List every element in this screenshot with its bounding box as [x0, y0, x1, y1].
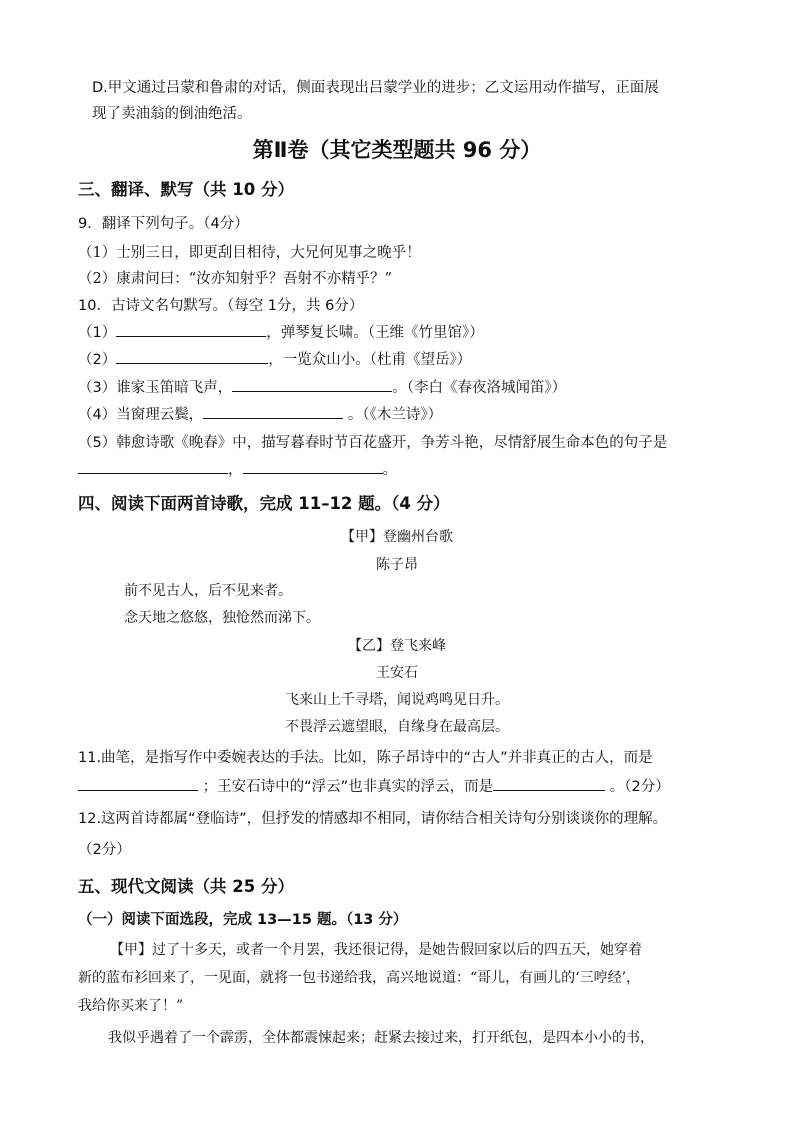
question-10-2	[78, 348, 728, 372]
question-10-2-prefix: （2）	[78, 352, 117, 368]
question-9-2: （2）康肃问曰：“汝亦知射乎？吾射不亦精乎？”	[78, 271, 393, 287]
question-9: 9．翻译下列句子。（4分）	[78, 216, 249, 232]
poem-2-line-1: 飞来山上千寻塔，闻说鸡鸣见日升。	[285, 692, 509, 708]
question-11-middle: ；王安石诗中的“浮云”也非真实的浮云，而是	[198, 779, 494, 795]
answer-blank[interactable]	[116, 349, 268, 364]
answer-blank[interactable]	[78, 459, 228, 474]
question-10-3-suffix: 。（李白《春夜洛城闻笛》）	[392, 380, 567, 396]
question-11-end: 。（2分）	[605, 779, 670, 795]
passage-paragraph-1-line-3: 我给你买来了！”	[78, 998, 184, 1014]
question-10-5: （5）韩愈诗歌《晚春》中，描写暮春时节百花盛开，争芳斗艳，尽情舒展生命本色的句子是	[78, 435, 668, 451]
question-10-5-comma: ，	[228, 462, 243, 478]
poem-1-author: 陈子昂	[376, 557, 418, 573]
question-10-3-prefix: （3）谁家玉笛暗飞声，	[78, 380, 233, 396]
option-d-line-1: D.甲文通过吕蒙和鲁肃的对话，侧面表现出吕蒙学业的进步；乙文运用动作描写，正面展	[92, 80, 659, 96]
answer-blank[interactable]	[493, 776, 605, 791]
question-10-1-suffix: ，弹琴复长啸。（王维《竹里馆》）	[266, 325, 484, 341]
poem-2-author: 王安石	[376, 665, 418, 681]
option-d-line-2: 现了卖油翁的倒油绝活。	[92, 106, 252, 122]
poem-2-title: 【乙】登飞来峰	[348, 638, 446, 654]
answer-blank[interactable]	[116, 322, 266, 337]
question-10-1	[78, 321, 728, 345]
question-11-answers	[78, 775, 728, 799]
subsection-1-heading: （一）阅读下面选段，完成 13—15 题。（13 分）	[78, 912, 408, 928]
passage-paragraph-1-line-2: 新的蓝布衫回来了，一见面，就将一包书递给我，高兴地说道：“哥儿，有画儿的‘三哼经’，	[78, 970, 641, 986]
question-12-score: （2分）	[78, 842, 131, 858]
passage-paragraph-2-line-1: 我似乎遇着了一个霹雳，全体都震悚起来；赶紧去接过来，打开纸包，是四本小小的书，	[108, 1030, 654, 1046]
question-10-1-prefix: （1）	[78, 325, 117, 341]
poem-1-line-2: 念天地之悠悠，独怆然而涕下。	[124, 610, 320, 626]
question-10-4-prefix: （4）当窗理云鬓，	[78, 407, 204, 423]
answer-blank[interactable]	[232, 377, 392, 392]
question-10-2-suffix: ，一览众山小。（杜甫《望岳》）	[268, 352, 472, 368]
volume-title: 第Ⅱ卷（其它类型题共 96 分）	[252, 138, 542, 162]
question-10-5-answers	[78, 458, 728, 482]
question-12: 12.这两首诗都属“登临诗”，但抒发的情感却不相同，请你结合相关诗句分别谈谈你的理解。	[78, 811, 668, 827]
question-10-3	[78, 376, 728, 400]
section-3-heading: 三、翻译、默写（共 10 分）	[78, 180, 294, 199]
question-9-1: （1）士别三日，即更刮目相待，大兄何见事之晚乎！	[78, 245, 421, 261]
poem-1-title: 【甲】登幽州台歌	[341, 529, 453, 545]
question-10: 10．古诗文名句默写。（每空 1分，共 6分）	[78, 298, 364, 314]
section-4-heading: 四、阅读下面两首诗歌，完成 11–12 题。（4 分）	[78, 494, 450, 513]
question-10-4-suffix: 。（《木兰诗》）	[343, 407, 443, 423]
answer-blank[interactable]	[78, 776, 198, 791]
passage-paragraph-1-line-1: 【甲】过了十多天，或者一个月罢，我还很记得，是她告假回家以后的四五天，她穿着	[110, 942, 642, 958]
poem-2-line-2: 不畏浮云遮望眼，自缘身在最高层。	[285, 719, 509, 735]
question-11: 11.曲笔，是指写作中委婉表达的手法。比如，陈子昂诗中的“古人”并非真正的古人，而是	[78, 750, 653, 766]
question-10-4	[78, 403, 728, 427]
question-10-5-period: 。	[382, 462, 397, 478]
answer-blank[interactable]	[203, 404, 343, 419]
section-5-heading: 五、现代文阅读（共 25 分）	[78, 877, 294, 896]
answer-blank[interactable]	[243, 459, 383, 474]
poem-1-line-1: 前不见古人，后不见来者。	[124, 583, 292, 599]
